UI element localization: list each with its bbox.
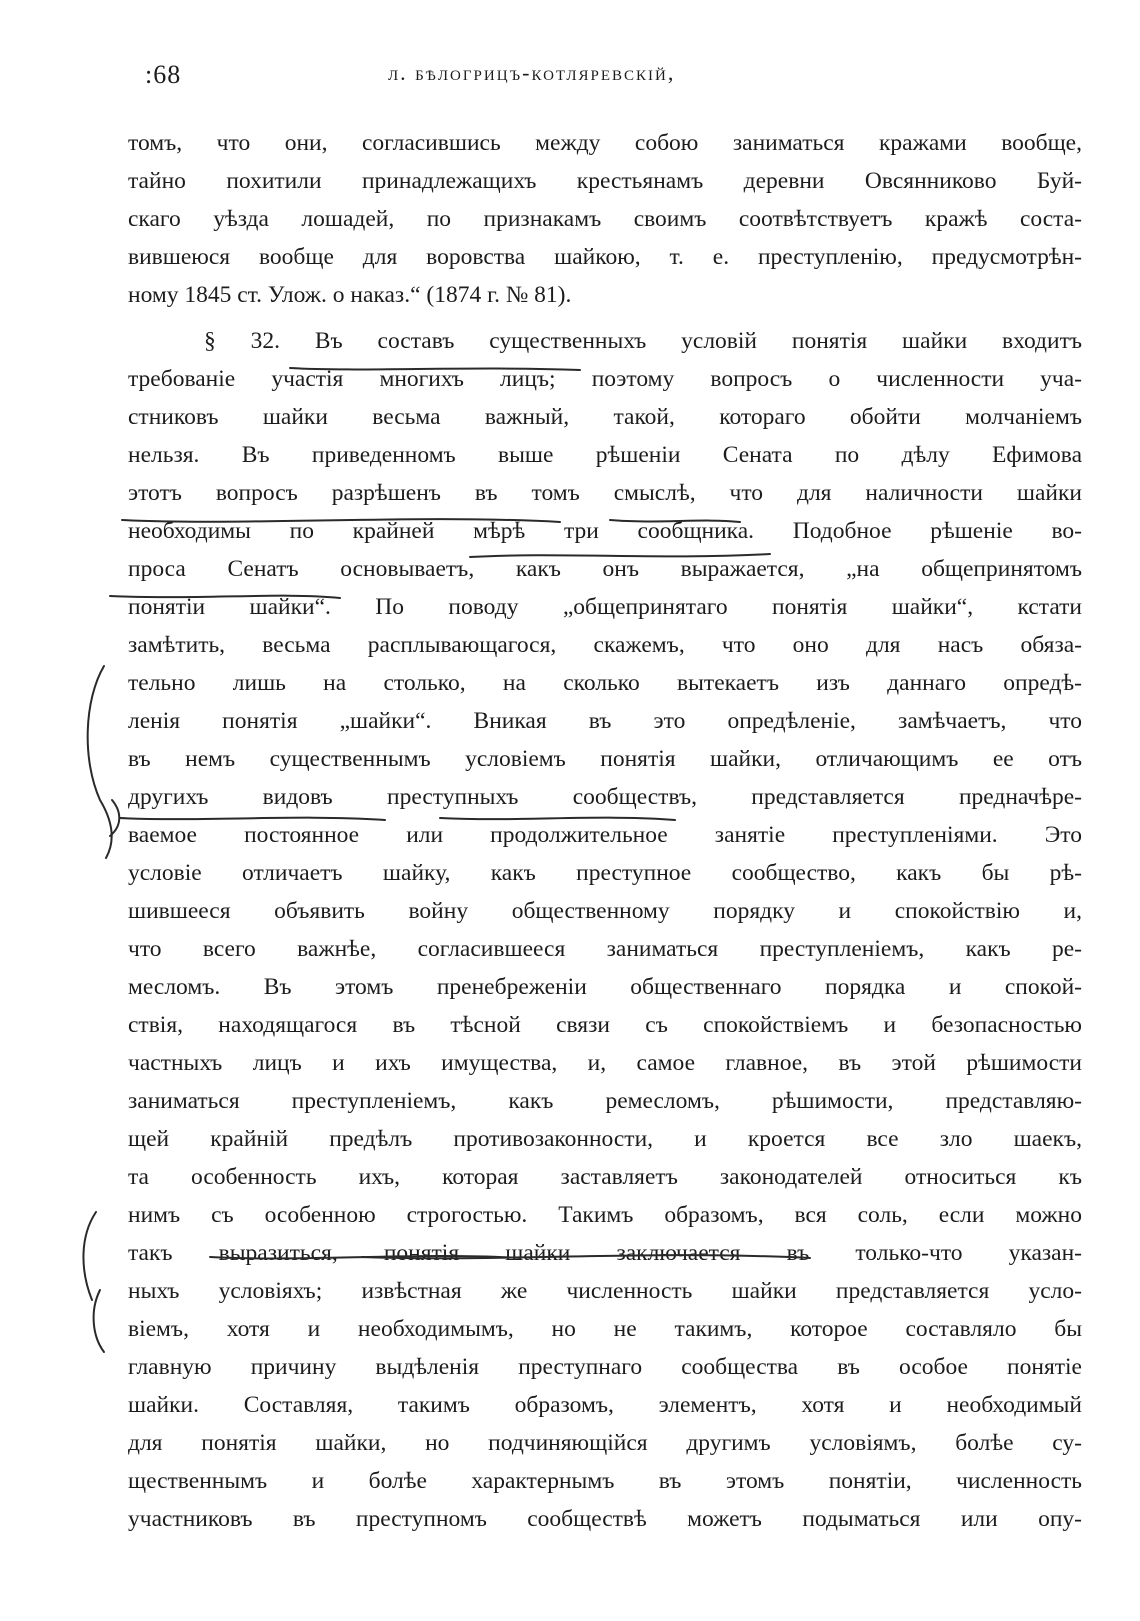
text-line: условіе отличаетъ шайку, какъ преступное сообщество, какъ бы рѣ-	[128, 860, 1082, 886]
text-line: стниковъ шайки весьма важный, такой, котораго обойти молчаніемъ	[128, 404, 1082, 430]
margin-bracket-mark	[83, 1212, 96, 1300]
text-line: что всего важнѣе, согласившееся заниматься преступленіемъ, какъ ре-	[128, 936, 1082, 962]
page-number: :68	[145, 60, 182, 89]
text-line: частныхъ лицъ и ихъ имущества, и, самое главное, въ этой рѣшимости	[128, 1050, 1082, 1076]
text-line: ваемое постоянное или продолжительное занятіе преступленіями. Это	[128, 822, 1082, 848]
margin-bracket-mark	[94, 1290, 104, 1352]
text-line: вившеюся вообще для воровства шайкою, т. е. преступленію, предусмотрѣн-	[128, 244, 1082, 270]
text-line: проса Сенатъ основываетъ, какъ онъ выражается, „на общепринятомъ	[128, 556, 1082, 582]
margin-bracket-mark	[110, 800, 119, 836]
text-line: въ немъ существеннымъ условіемъ понятія шайки, отличающимъ ее отъ	[128, 746, 1082, 772]
text-line: для понятія шайки, но подчиняющійся другимъ условіямъ, болѣе су-	[128, 1430, 1082, 1456]
text-line: замѣтить, весьма расплывающагося, скажемъ, что оно для насъ обяза-	[128, 632, 1082, 658]
text-line: требованіе участія многихъ лицъ; поэтому вопросъ о численности уча-	[128, 366, 1082, 392]
text-line: ствія, находящагося въ тѣсной связи съ спокойствіемъ и безопасностью	[128, 1012, 1082, 1038]
text-line: та особенность ихъ, которая заставляетъ законодателей относиться къ	[128, 1164, 1082, 1190]
text-line: шайки. Составляя, такимъ образомъ, элементъ, хотя и необходимый	[128, 1392, 1082, 1418]
text-line: ному 1845 ст. Улож. о наказ.“ (1874 г. № 81).	[128, 282, 572, 308]
text-line: щественнымъ и болѣе характернымъ въ этомъ понятіи, численность	[128, 1468, 1082, 1494]
paragraph-start-line: § 32. Въ составъ существенныхъ условій понятія шайки входитъ	[204, 328, 1082, 354]
running-head: л. бѣлогрицъ-котляревскій,	[388, 60, 676, 85]
text-line: нельзя. Въ приведенномъ выше рѣшеніи Сената по дѣлу Ефимова	[128, 442, 1082, 468]
text-line: тельно лишь на столько, на сколько вытекаетъ изъ даннаго опредѣ-	[128, 670, 1082, 696]
text-line: месломъ. Въ этомъ пренебреженіи общественнаго порядка и спокой-	[128, 974, 1082, 1000]
text-line: главную причину выдѣленія преступнаго сообщества въ особое понятіе	[128, 1354, 1082, 1380]
text-line: участниковъ въ преступномъ сообществѣ можетъ подыматься или опу-	[128, 1506, 1082, 1532]
text-line: такъ выразиться, понятія шайки заключается въ только-что указан-	[128, 1240, 1082, 1266]
text-line: томъ, что они, согласившись между собою заниматься кражами вообще,	[128, 130, 1082, 156]
text-line: ныхъ условіяхъ; извѣстная же численность шайки представляется усло-	[128, 1278, 1082, 1304]
text-line: тайно похитили принадлежащихъ крестьянамъ деревни Овсянниково Буй-	[128, 168, 1082, 194]
text-line: этотъ вопросъ разрѣшенъ въ томъ смыслѣ, что для наличности шайки	[128, 480, 1082, 506]
margin-bracket-mark	[88, 666, 112, 858]
text-line: другихъ видовъ преступныхъ сообществъ, представляется предначѣре-	[128, 784, 1082, 810]
body-text	[128, 124, 1082, 1538]
text-line: нимъ съ особенною строгостью. Такимъ образомъ, вся соль, если можно	[128, 1202, 1082, 1228]
text-line: ленія понятія „шайки“. Вникая въ это опредѣленіе, замѣчаетъ, что	[128, 708, 1082, 734]
text-line: віемъ, хотя и необходимымъ, но не такимъ, которое составляло бы	[128, 1316, 1082, 1342]
text-line: необходимы по крайней мѣрѣ три сообщника. Подобное рѣшеніе во-	[128, 518, 1082, 544]
text-line: заниматься преступленіемъ, какъ ремесломъ, рѣшимости, представляю-	[128, 1088, 1082, 1114]
page-header	[145, 60, 1005, 100]
text-line: скаго уѣзда лошадей, по признакамъ своимъ соотвѣтствуетъ кражѣ соста-	[128, 206, 1082, 232]
text-line: шившееся объявить войну общественному порядку и спокойствію и,	[128, 898, 1082, 924]
text-line: понятіи шайки“. По поводу „общепринятаго понятія шайки“, кстати	[128, 594, 1082, 620]
text-line: щей крайній предѣлъ противозаконности, и кроется все зло шаекъ,	[128, 1126, 1082, 1152]
